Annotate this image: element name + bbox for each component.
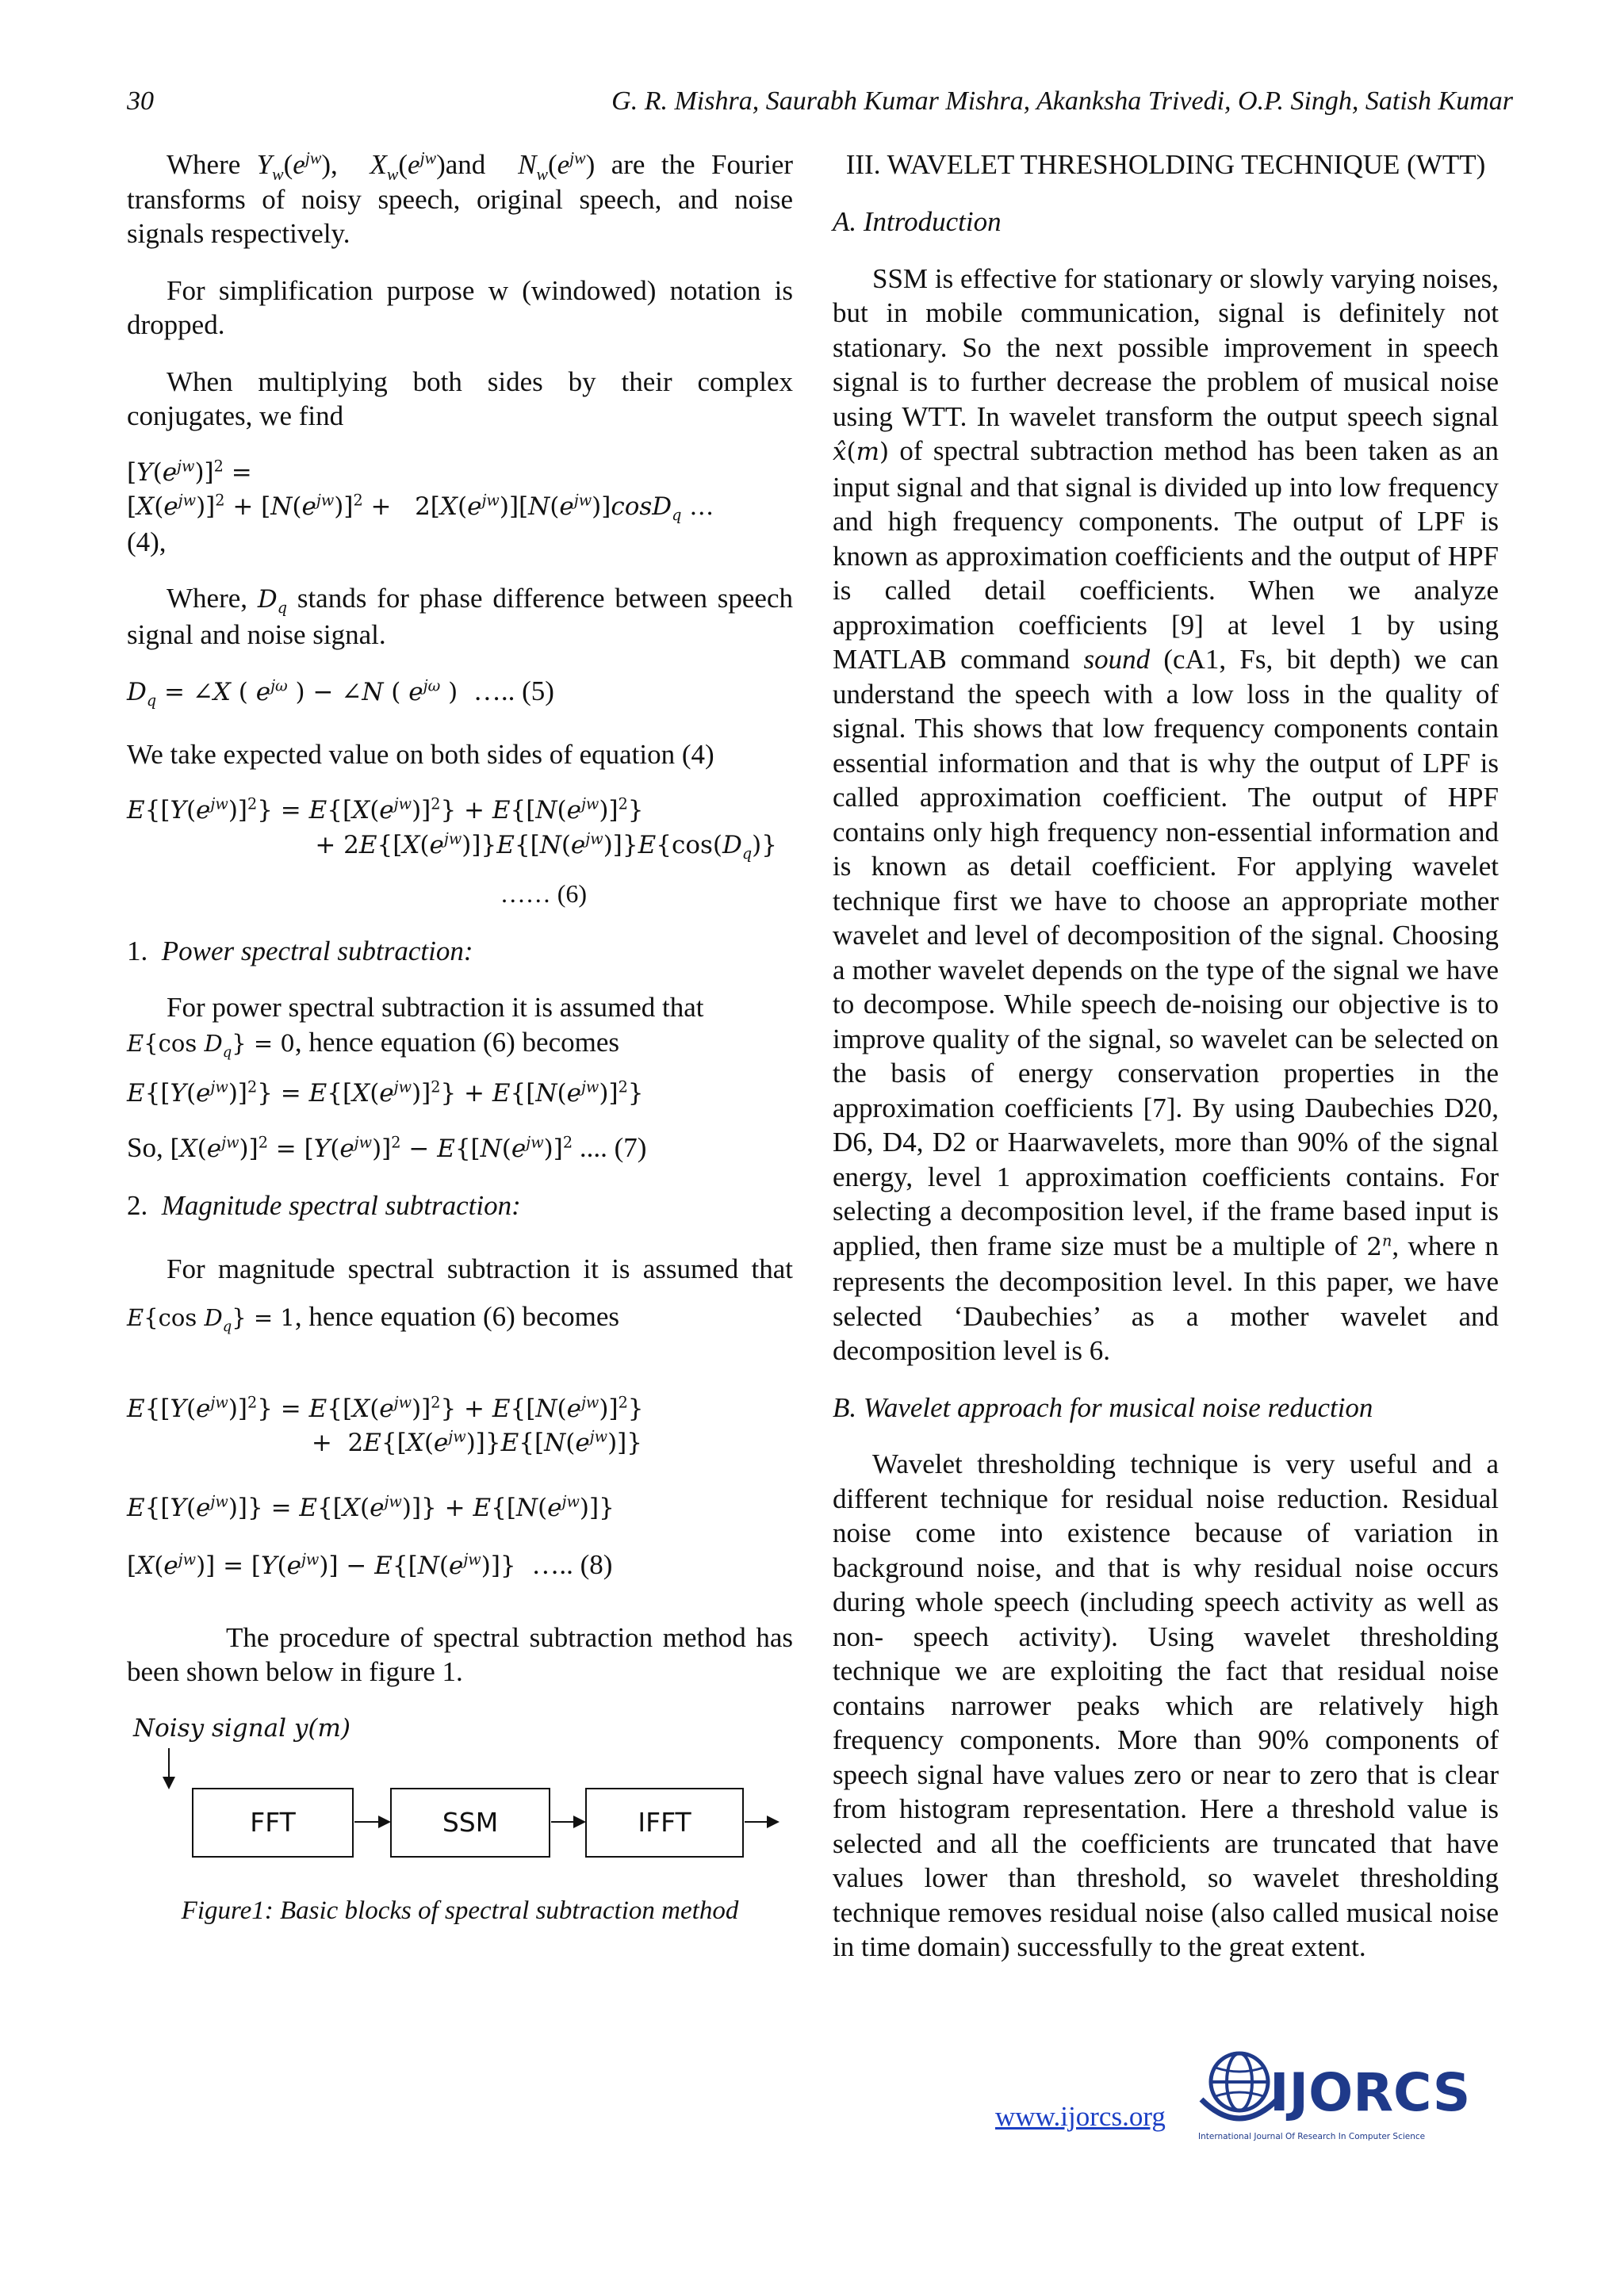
left-column: [127, 147, 793, 1934]
paragraph-introduction: SSM is effective for stationary or slowly varying noises, but in mobile communication, signal is definitely not stationary. So the next possible improvement in speech signal is to further decrease the problem of musical noise using WTT. In wavelet transform the output speech signal x̂(m) of spectral subtraction method has been taken as an input signal and that signal is divided up into low frequency and high frequency components. The output of LPF is known as approximation coefficients and the output of HPF is called detail coefficients. When we analyze approximation coefficients [9] at level 1 by using MATLAB command sound (cA1, Fs, bit depth) we can understand the speech with a low loss in the quality of signal. This shows that low frequency components contain essential information and that is why the output of LPF is called approximation coefficient. The output of HPF contains only high frequency non-essential information and is known as detail coefficient. For applying wavelet technique first we have to choose an appropriate mother wavelet and level of decomposition of the signal. Choosing a mother wavelet depends on the type of the signal we have to decompose. While speech de-noising our objective is to improve quality of the signal, so wavelet can be selected on the basis of energy conservation properties in the approximation coefficients [7]. By using Daubechies D20, D6, D4, D2 or Haarwavelets, more than 90% of the signal energy, level 1 approximation coefficients contains. For selecting a decomposition level, if the frame based input is applied, then frame size must be a multiple of 2$^n$, where n represents the decomposition level. In this paper, we have selected ‘Daubechies’ as a mother wavelet and decomposition level is 6.: [833, 262, 1500, 1366]
input-arrow: [168, 1748, 170, 1786]
equation-4-number: (4),: [127, 526, 167, 557]
block-ifft: IFFT: [585, 1788, 744, 1858]
equation-6-line2: + $2E\{[X(e^{jw})]\}E\{[N(e^{jw})]\}E\{\cos(D_q)\}$: [315, 829, 777, 863]
equation-magnitude-line1: $E\{[Y(e^{jw})]^2\} = E\{[X(e^{jw})]^2\} + E\{[N(e^{jw})]^2\}$: [127, 1393, 644, 1423]
equation-5: $D_q$ = ∠X ( $e^{j\omega}$ ) − ∠N ( $e^{j\omega}$ ) ….. (5): [127, 675, 554, 710]
journal-url-link[interactable]: www.ijorcs.org: [995, 2101, 1166, 2132]
heading-power-spectral: 1. Power spectral subtraction:: [127, 935, 473, 966]
section-title: III. WAVELET THRESHOLDING TECHNIQUE (WTT): [845, 149, 1486, 180]
paragraph-power-assumption: For power spectral subtraction it is assumed that E{cos $D_q\} = 0$, hence equation (6) becomes: [127, 992, 704, 1061]
equation-7: So, $[X(e^{jw})]^2 = [Y(e^{jw})]^2 - E\{[N(e^{jw})]^2$ .... (7): [127, 1131, 647, 1163]
equation-6-number: …… (6): [500, 879, 587, 908]
equation-4-line1: $[Y(e^{jw})]^2$ =: [127, 457, 252, 487]
svg-text:IJORCS: IJORCS: [1270, 2062, 1471, 2123]
figure-input-label: Noisy signal y(m): [133, 1713, 350, 1743]
right-column: [833, 147, 1499, 1987]
block-fft: FFT: [192, 1788, 354, 1858]
equation-4-line2: $[X(e^{jw})]^2 + [N(e^{jw})]^2 + 2[X(e^{jw})][N(e^{jw})]\cos D_q$ …: [127, 491, 714, 525]
equation-6-line1: $E\{[Y(e^{jw})]^2\} = E\{[X(e^{jw})]^2\} + E\{[N(e^{jw})]^2\}$: [127, 794, 644, 825]
block-ssm: SSM: [390, 1788, 550, 1858]
svg-text:International Journal Of Resea: International Journal Of Research In Computer Science: [1198, 2132, 1426, 2141]
paragraph-phase-difference: Where, $D_q$ stands for phase difference between speech signal and noise signal.: [127, 583, 793, 650]
heading-magnitude-spectral: 2. Magnitude spectral subtraction:: [127, 1190, 521, 1221]
author-list: G. R. Mishra, Saurabh Kumar Mishra, Akanksha Trivedi, O.P. Singh, Satish Kumar: [611, 86, 1513, 116]
paragraph-wavelet-approach: Wavelet thresholding technique is very useful and a different technique for residual noise reduction. Residual noise come into existence because of variation in background noise, and that is why residual noise occurs during whole speech (including speech activity as well as non- speech activity). Using wavelet thresholding technique we are exploiting the fact that residual noise contains narrower peaks which are relatively high frequency components. More than 90% components of speech signal have values zero or near to zero that is clear from histogram representation. Here a threshold value is selected and all the coefficients are truncated that have values lower than threshold, so wavelet thresholding technique removes residual noise (also called musical noise in time domain) successfully to the great extent.: [833, 1448, 1499, 1962]
paragraph-simplification: For simplification purpose w (windowed) notation is dropped.: [127, 274, 793, 340]
arrow-output: [745, 1821, 776, 1823]
equation-magnitude-expected: $E\{[Y(e^{jw})]\} = E\{[X(e^{jw})]\} + E\{[N(e^{jw})]\}$: [127, 1492, 615, 1522]
paragraph-expected-value: We take expected value on both sides of equation (4): [127, 738, 714, 770]
paragraph-fourier: Where $Y_w(e^{jw})$, $X_w(e^{jw})and$ $N_w(e^{jw})$ are the Fourier transforms of noisy speech, original speech, and noise signals respectively.: [127, 148, 794, 249]
paragraph-conjugates: When multiplying both sides by their complex conjugates, we find: [127, 365, 793, 431]
page-number: 30: [127, 86, 154, 116]
arrow-fft-ssm: [354, 1821, 388, 1823]
arrow-ssm-ifft: [551, 1821, 583, 1823]
figure-caption: Figure1: Basic blocks of spectral subtraction method: [181, 1896, 739, 1925]
equation-8: $[X(e^{jw})] = [Y(e^{jw})] - E\{[N(e^{jw})]\}$ ….. (8): [127, 1549, 613, 1580]
paragraph-procedure: The procedure of spectral subtraction method has been shown below in figure 1.: [127, 1621, 793, 1687]
figure-spectral-subtraction: [127, 1712, 793, 1934]
globe-icon: [1201, 2053, 1277, 2118]
paragraph-magnitude-assumption: For magnitude spectral subtraction it is assumed that E{cos $D_q\} = 1$, hence equation (6) becomes: [127, 1253, 793, 1335]
ijorcs-logo: [1193, 2044, 1483, 2147]
subsection-introduction: A. Introduction: [833, 206, 1002, 237]
equation-power: $E\{[Y(e^{jw})]^2\} = E\{[X(e^{jw})]^2\} + E\{[N(e^{jw})]^2\}$: [127, 1077, 644, 1108]
equation-magnitude-line2: + $2E\{[X(e^{jw})]\}E\{[N(e^{jw})]\}$: [311, 1427, 642, 1457]
subsection-wavelet-approach: B. Wavelet approach for musical noise reduction: [833, 1391, 1373, 1423]
